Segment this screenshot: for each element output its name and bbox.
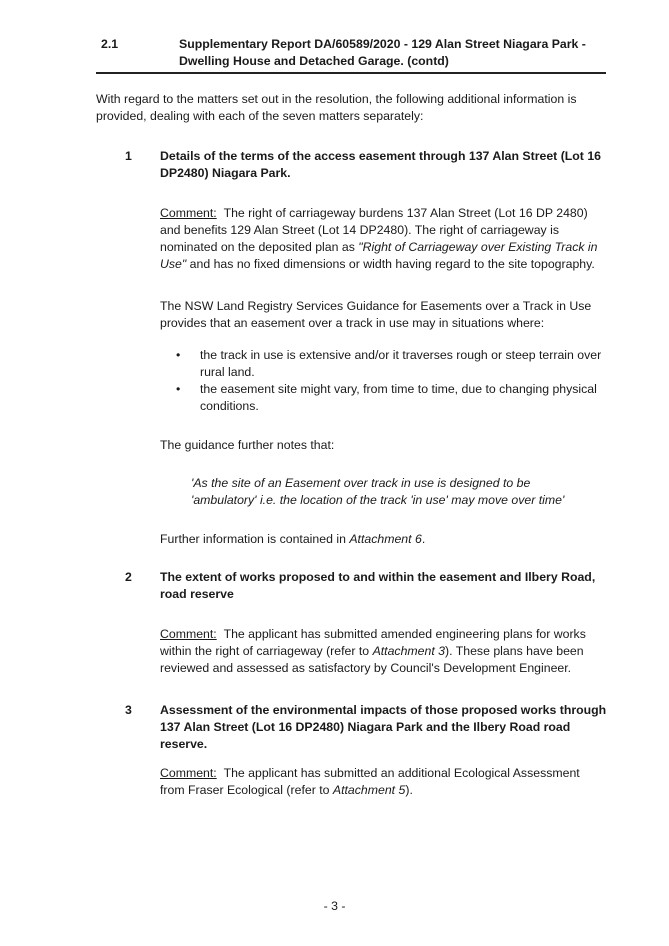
further-info bbox=[160, 531, 610, 548]
attachment-reference: Attachment 6 bbox=[349, 532, 422, 546]
bullet-line: rural land. bbox=[200, 365, 255, 379]
report-title bbox=[179, 36, 619, 70]
further-text: Further information is contained in bbox=[160, 532, 350, 546]
comment-line: and benefits 129 Alan Street (Lot 14 DP2480). The right of carriageway is bbox=[160, 223, 559, 237]
comment-label: Comment: bbox=[160, 206, 217, 220]
comment-line bbox=[160, 643, 610, 660]
quote-line: 'As the site of an Easement over track in use is designed to be bbox=[191, 476, 531, 490]
bullet-item bbox=[160, 381, 610, 415]
attachment-reference: Attachment 3 bbox=[372, 644, 446, 658]
comment-text: within the right of carriageway (refer to bbox=[160, 644, 373, 658]
comment-label: Comment: bbox=[160, 627, 217, 641]
guidance-line: The NSW Land Registry Services Guidance for Easements over a Track in Use bbox=[160, 299, 592, 313]
comment-text: ). These plans have been bbox=[445, 644, 584, 658]
item-heading-line: reserve. bbox=[160, 737, 208, 751]
intro-line: provided, dealing with each of the seven matters separately: bbox=[96, 109, 424, 123]
guidance-paragraph bbox=[160, 298, 610, 332]
item-number: 1 bbox=[125, 149, 132, 163]
intro-line: With regard to the matters set out in the resolution, the following additional information is bbox=[96, 92, 577, 106]
item-number: 2 bbox=[125, 570, 132, 584]
item-heading bbox=[160, 148, 610, 182]
notes-intro: The guidance further notes that: bbox=[160, 438, 335, 452]
item-comment bbox=[160, 626, 610, 677]
bullet-list bbox=[160, 347, 610, 415]
comment-label: Comment: bbox=[160, 766, 217, 780]
item-heading-line: Details of the terms of the access easement through 137 Alan Street (Lot 16 bbox=[160, 149, 601, 163]
intro-paragraph bbox=[96, 91, 616, 125]
comment-text: The right of carriageway burdens 137 Alan Street (Lot 16 DP 2480) bbox=[223, 206, 588, 220]
section-number: 2.1 bbox=[101, 37, 119, 51]
item-heading-line: DP2480) Niagara Park. bbox=[160, 166, 291, 180]
header-divider bbox=[96, 72, 606, 74]
comment-text: The applicant has submitted amended engineering plans for works bbox=[223, 627, 586, 641]
comment-line bbox=[160, 239, 610, 256]
comment-line bbox=[160, 626, 610, 643]
item-heading-line: The extent of works proposed to and within the easement and Ilbery Road, bbox=[160, 570, 596, 584]
item-heading-line: Assessment of the environmental impacts of those proposed works through bbox=[160, 703, 607, 717]
further-text: . bbox=[421, 532, 426, 546]
comment-text: nominated on the deposited plan as bbox=[160, 240, 359, 254]
report-title-line: Dwelling House and Detached Garage. (contd) bbox=[179, 54, 449, 68]
bullet-icon: • bbox=[176, 382, 181, 396]
block-quote bbox=[191, 475, 611, 509]
item-heading-line: road reserve bbox=[160, 587, 234, 601]
comment-quote: Use" bbox=[160, 257, 187, 271]
attachment-reference: Attachment 5 bbox=[332, 783, 406, 797]
page-number: - 3 - bbox=[323, 899, 346, 913]
comment-line bbox=[160, 256, 610, 273]
bullet-line: the easement site might vary, from time to time, due to changing physical bbox=[200, 382, 597, 396]
item-number: 3 bbox=[125, 703, 132, 717]
bullet-icon: • bbox=[176, 348, 181, 362]
comment-line: reviewed and assessed as satisfactory by Council's Development Engineer. bbox=[160, 661, 572, 675]
comment-text: ). bbox=[405, 783, 413, 797]
item-heading-line: 137 Alan Street (Lot 16 DP2480) Niagara Park and the Ilbery Road road bbox=[160, 720, 571, 734]
comment-line bbox=[160, 765, 610, 782]
comment-text: and has no fixed dimensions or width having regard to the site topography. bbox=[186, 257, 595, 271]
bullet-line: the track in use is extensive and/or it traverses rough or steep terrain over bbox=[200, 348, 602, 362]
comment-quote: "Right of Carriageway over Existing Track in bbox=[358, 240, 598, 254]
item-comment bbox=[160, 765, 610, 799]
report-title-line: Supplementary Report DA/60589/2020 - 129 Alan Street Niagara Park - bbox=[179, 37, 586, 51]
quote-line: 'ambulatory' i.e. the location of the track 'in use' may move over time' bbox=[191, 493, 565, 507]
item-comment bbox=[160, 205, 610, 273]
comment-line bbox=[160, 205, 610, 222]
comment-text: The applicant has submitted an additional Ecological Assessment bbox=[223, 766, 580, 780]
guidance-line: provides that an easement over a track in use may in situations where: bbox=[160, 316, 545, 330]
bullet-line: conditions. bbox=[200, 399, 259, 413]
bullet-item bbox=[160, 347, 610, 381]
comment-text: from Fraser Ecological (refer to bbox=[160, 783, 333, 797]
item-heading bbox=[160, 569, 610, 603]
comment-line bbox=[160, 782, 610, 799]
item-heading bbox=[160, 702, 610, 753]
